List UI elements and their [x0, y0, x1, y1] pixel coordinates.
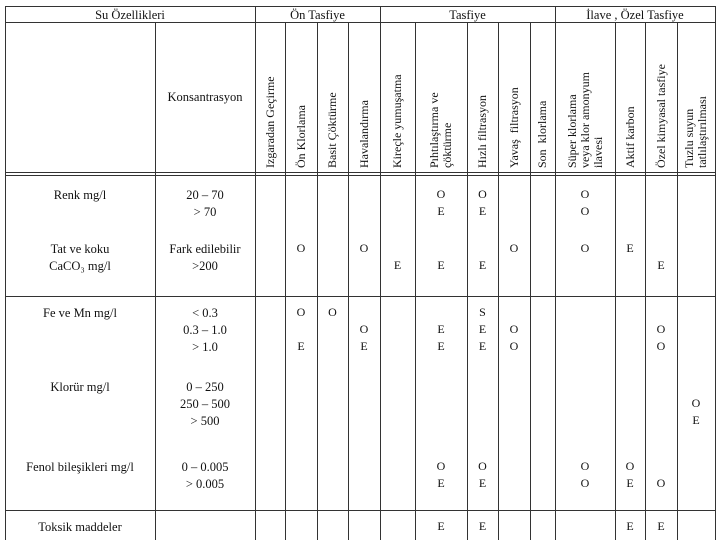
process-mark: O — [625, 459, 635, 473]
process-mark: O — [359, 241, 369, 255]
process-mark: E — [626, 241, 634, 255]
process-mark: E — [657, 258, 665, 272]
concentration-value: 20 – 70 — [186, 188, 224, 202]
process-header-9: Süper klorlama veya klor amonyum ilavesi — [564, 72, 605, 168]
process-mark: O — [509, 339, 519, 353]
concentration-value: 0 – 250 — [186, 380, 224, 394]
process-mark: O — [580, 187, 590, 201]
concentration-value: 0 – 0.005 — [181, 460, 229, 474]
process-mark: E — [393, 258, 402, 272]
group-special-treatment: İlave , Özel Tasfiye — [586, 8, 684, 22]
concentration-value: > 0.005 — [185, 477, 225, 491]
process-mark: O — [580, 476, 590, 490]
process-header-3: Havalandırma — [356, 100, 371, 168]
group-treatment: Tasfiye — [449, 8, 486, 22]
process-mark: O — [509, 322, 519, 336]
column-divider-1 — [285, 22, 286, 540]
property-name: Renk mg/l — [53, 188, 107, 202]
process-mark: E — [437, 339, 445, 353]
header-bottom-border-double — [5, 175, 715, 176]
process-mark: O — [436, 459, 446, 473]
process-header-12: Tuzlu suyun tatlılaştırılması — [682, 96, 709, 168]
column-divider-2 — [317, 22, 318, 540]
group-divider — [5, 22, 715, 23]
process-mark: E — [478, 339, 487, 353]
concentration-label: Konsantrasyon — [167, 90, 243, 104]
column-divider-8 — [530, 22, 531, 540]
row-divider-1 — [5, 296, 715, 297]
concentration-value: > 1.0 — [192, 340, 218, 354]
process-mark: O — [656, 476, 666, 490]
concentration-value: 0.3 – 1.0 — [183, 323, 227, 337]
process-header-7: Yavaş filtrasyon — [506, 87, 521, 168]
column-divider-4 — [380, 6, 381, 540]
property-name: Klorür mg/l — [50, 380, 110, 394]
concentration-value: Fark edilebilir — [169, 242, 241, 256]
process-header-8: Son klorlama — [535, 100, 549, 168]
process-header-6: Hızlı filtrasyon — [475, 95, 489, 168]
property-name: Fenol bileşikleri mg/l — [26, 460, 134, 474]
column-divider-0 — [255, 6, 256, 540]
process-mark: E — [626, 476, 634, 490]
process-mark: E — [437, 519, 445, 533]
process-mark: E — [626, 519, 634, 533]
process-mark: O — [296, 241, 306, 255]
column-divider-12 — [677, 22, 678, 540]
column-divider-3 — [348, 22, 349, 540]
process-header-1: Ön Klorlama — [293, 105, 308, 168]
column-divider-7 — [498, 22, 499, 540]
process-mark: E — [478, 476, 487, 490]
property-name: Toksik maddeler — [38, 520, 122, 534]
column-divider-10 — [615, 22, 616, 540]
process-mark: E — [437, 476, 445, 490]
column-divider-6 — [467, 22, 468, 540]
process-mark: E — [692, 413, 700, 427]
process-mark: O — [691, 396, 701, 410]
group-water-properties: Su Özellikleri — [95, 8, 165, 22]
process-mark: O — [296, 305, 306, 319]
process-mark: E — [297, 339, 305, 353]
process-mark: O — [359, 322, 369, 336]
process-mark: E — [437, 322, 445, 336]
process-mark: E — [478, 322, 487, 336]
process-mark: E — [360, 339, 368, 353]
process-mark: O — [580, 459, 590, 473]
group-pre-treatment: Ön Tasfiye — [290, 8, 345, 22]
process-header-11: Özel kimyasal tasfiye — [653, 64, 668, 168]
process-header-4: Kireçle yumuşatma — [390, 74, 404, 168]
process-mark: O — [509, 241, 519, 255]
process-header-5: Pıhtılaştırma ve çöktürme — [427, 92, 454, 168]
process-mark: O — [580, 241, 590, 255]
property-name: Fe ve Mn mg/l — [43, 306, 117, 320]
column-divider-5 — [415, 22, 416, 540]
column-divider-13 — [715, 6, 716, 540]
process-header-0: Izgaradan Geçirme — [262, 76, 277, 168]
column-divider-11 — [645, 22, 646, 540]
concentration-value: > 500 — [190, 414, 220, 428]
top-border — [5, 6, 715, 7]
concentration-value: 250 – 500 — [180, 397, 230, 411]
row-divider-2 — [5, 510, 715, 511]
property-name: Tat ve koku — [50, 242, 110, 256]
process-mark: E — [478, 258, 487, 272]
process-mark: E — [437, 204, 445, 218]
process-mark: E — [657, 519, 665, 533]
property-name: CaCO₃ mg/l — [49, 259, 111, 273]
process-mark: O — [656, 339, 666, 353]
process-mark: O — [478, 459, 487, 473]
process-mark: E — [437, 258, 445, 272]
process-mark: E — [478, 519, 487, 533]
header-bottom-border — [5, 172, 715, 173]
process-header-2: Basit Çöktürme — [325, 92, 339, 168]
process-mark: O — [656, 322, 666, 336]
process-mark: E — [478, 204, 487, 218]
process-mark: O — [478, 187, 487, 201]
process-mark: O — [436, 187, 446, 201]
process-mark: S — [479, 305, 486, 319]
process-mark: O — [580, 204, 590, 218]
process-header-10: Aktif karbon — [622, 106, 637, 168]
concentration-value: < 0.3 — [192, 306, 218, 320]
process-mark: O — [328, 305, 337, 319]
column-divider-9 — [555, 6, 556, 540]
concentration-value: >200 — [192, 259, 218, 273]
concentration-value: > 70 — [193, 205, 217, 219]
